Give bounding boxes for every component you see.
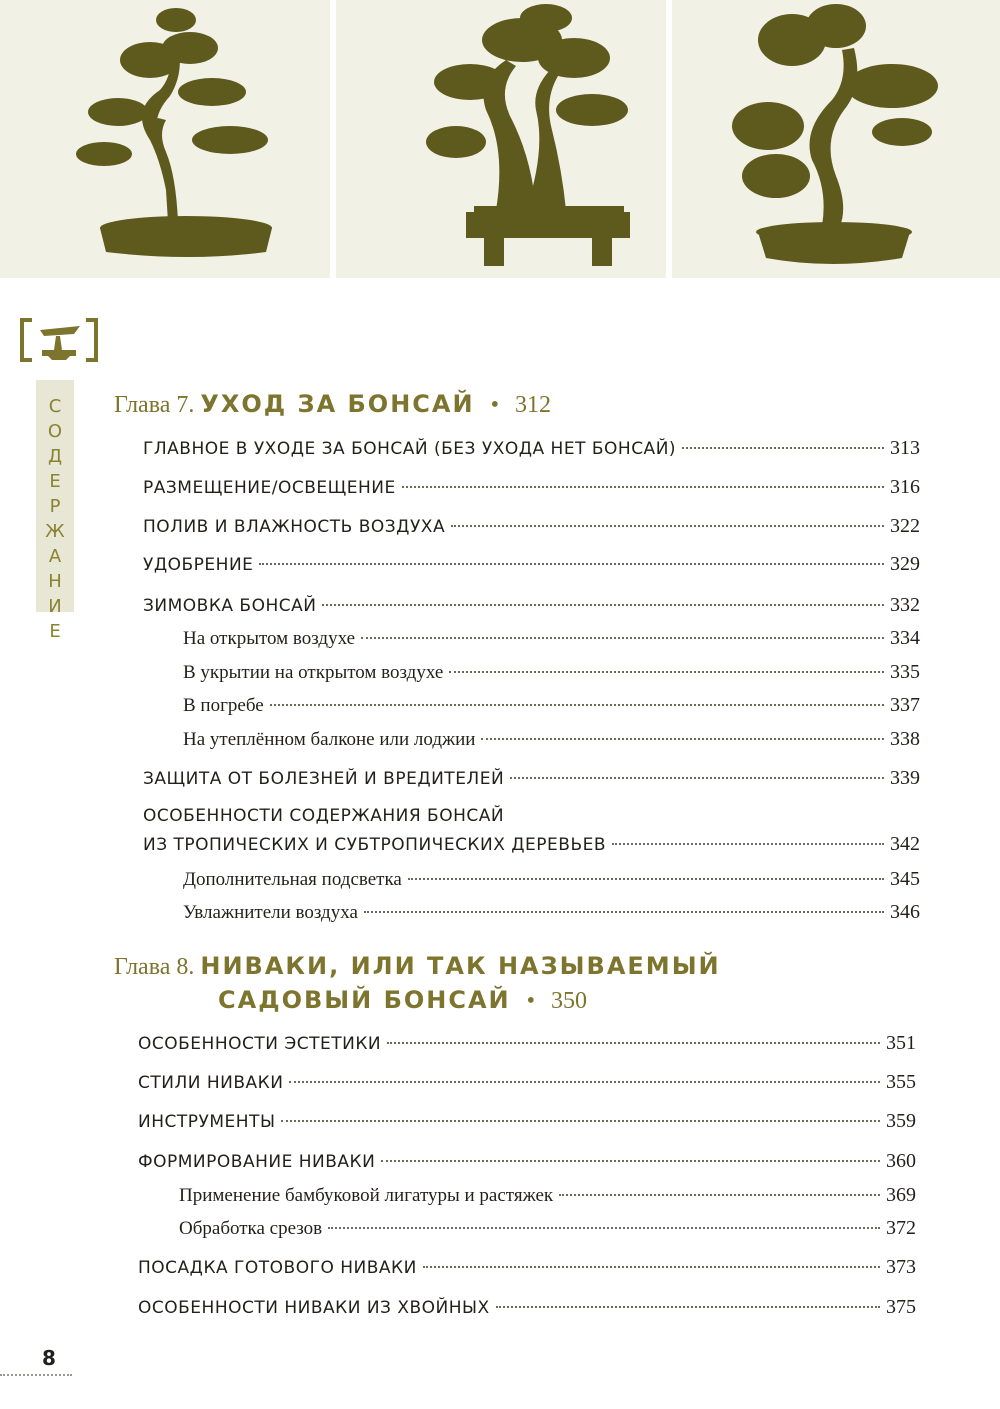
toc-entry-page: 359 <box>886 1110 916 1132</box>
toc-leader <box>510 777 884 779</box>
toc-entry[interactable] <box>138 1254 916 1281</box>
chapter-page: 350 <box>551 988 588 1014</box>
toc-entry-page: 332 <box>890 594 920 616</box>
toc-entry-page: 334 <box>890 627 920 649</box>
toc-entry-page: 337 <box>890 694 920 716</box>
side-tab-letter: И <box>48 596 62 617</box>
toc-leader <box>451 525 884 527</box>
toc-entry[interactable] <box>143 592 920 619</box>
toc-entry-page: 373 <box>886 1256 916 1278</box>
toc-leader <box>423 1266 880 1268</box>
side-tab-letter: А <box>48 546 62 567</box>
toc-entry-title: В укрытии на открытом воздухе <box>183 662 444 683</box>
toc-leader <box>361 637 884 639</box>
toc-subentry[interactable] <box>179 1182 916 1209</box>
toc-entry-title: ИЗ ТРОПИЧЕСКИХ И СУБТРОПИЧЕСКИХ ДЕРЕВЬЕВ <box>143 835 607 855</box>
toc-entry-title: Дополнительная подсветка <box>183 869 402 890</box>
bonsai-illustration-left <box>0 0 330 278</box>
toc-leader <box>270 704 884 706</box>
toc-entry-page: 342 <box>890 833 920 855</box>
toc-entry-title: ОСОБЕННОСТИ ЭСТЕТИКИ <box>138 1034 382 1054</box>
side-tab-letter: Е <box>49 471 61 492</box>
chapter-title: НИВАКИ, ИЛИ ТАК НАЗЫВАЕМЫЙ <box>200 952 721 980</box>
toc-subentry[interactable] <box>183 625 920 652</box>
toc-leader <box>328 1227 880 1229</box>
toc-leader <box>381 1160 880 1162</box>
side-tab-letter: Е <box>49 621 61 642</box>
toc-entry[interactable] <box>138 1069 916 1096</box>
toc-entry[interactable] <box>138 1030 916 1057</box>
toc-subentry[interactable] <box>183 866 920 893</box>
toc-leader <box>402 486 884 488</box>
toc-entry-title: ЗИМОВКА БОНСАЙ <box>143 596 317 616</box>
chapter-dot: • <box>526 988 536 1014</box>
toc-entry-title-line1: ОСОБЕННОСТИ СОДЕРЖАНИЯ БОНСАЙ <box>143 806 505 826</box>
toc-entry-title: СТИЛИ НИВАКИ <box>138 1073 284 1093</box>
toc-leader <box>322 604 884 606</box>
bonsai-illustration-center <box>336 0 666 278</box>
toc-leader <box>387 1042 880 1044</box>
side-tab-letter: О <box>47 421 63 442</box>
toc-entry-page: 369 <box>886 1184 916 1206</box>
toc-entry-page: 339 <box>890 767 920 789</box>
toc-entry-page: 329 <box>890 553 920 575</box>
toc-entry[interactable] <box>143 765 920 792</box>
toc-entry-title: РАЗМЕЩЕНИЕ/ОСВЕЩЕНИЕ <box>143 478 396 498</box>
toc-entry[interactable] <box>143 831 920 858</box>
toc-entry-title: Увлажнители воздуха <box>183 902 358 923</box>
toc-leader <box>496 1306 880 1308</box>
toc-entry[interactable] <box>138 1148 916 1175</box>
toc-leader <box>408 878 884 880</box>
bonsai-logo-icon <box>18 316 100 364</box>
toc-entry-title: Обработка срезов <box>179 1218 323 1239</box>
toc-entry[interactable] <box>143 435 920 462</box>
side-tab-letter: Р <box>49 496 61 517</box>
toc-entry-page: 351 <box>886 1032 916 1054</box>
chapter-page: 312 <box>514 392 551 418</box>
toc-entry-title: ФОРМИРОВАНИЕ НИВАКИ <box>138 1152 376 1172</box>
bonsai-tree-icon <box>0 0 330 278</box>
toc-entry-page: 372 <box>886 1217 916 1239</box>
side-tab-letter: Ж <box>45 521 65 542</box>
toc-entry-page: 322 <box>890 515 920 537</box>
bonsai-tree-icon <box>336 0 666 278</box>
toc-entry[interactable] <box>143 551 920 578</box>
toc-leader <box>682 447 884 449</box>
toc-leader <box>449 671 884 673</box>
chapter-title: САДОВЫЙ БОНСАЙ <box>218 986 511 1014</box>
toc-entry[interactable] <box>138 1294 916 1321</box>
toc-entry-title: ИНСТРУМЕНТЫ <box>138 1112 276 1132</box>
toc-entry[interactable] <box>138 1108 916 1135</box>
toc-entry-title: ЗАЩИТА ОТ БОЛЕЗНЕЙ И ВРЕДИТЕЛЕЙ <box>143 769 505 789</box>
toc-entry-page: 335 <box>890 661 920 683</box>
chapter-prefix: Глава 8. <box>114 954 195 980</box>
toc-entry-page: 313 <box>890 437 920 459</box>
toc-entry-title: ПОСАДКА ГОТОВОГО НИВАКИ <box>138 1258 417 1278</box>
toc-entry-page: 345 <box>890 868 920 890</box>
toc-entry[interactable] <box>143 474 920 501</box>
toc-subentry[interactable] <box>183 692 920 719</box>
toc-leader <box>559 1194 880 1196</box>
toc-entry-page: 346 <box>890 901 920 923</box>
toc-entry-title: ОСОБЕННОСТИ НИВАКИ ИЗ ХВОЙНЫХ <box>138 1298 490 1318</box>
toc-leader <box>364 911 884 913</box>
bonsai-tree-icon <box>672 0 1000 278</box>
bonsai-illustration-right <box>672 0 1000 278</box>
toc-entry-title: В погребе <box>183 695 264 716</box>
toc-subentry[interactable] <box>183 899 920 926</box>
toc-entry-title: На утеплённом балконе или лоджии <box>183 729 476 750</box>
chapter-title: УХОД ЗА БОНСАЙ <box>200 390 475 418</box>
toc-entry-page: 355 <box>886 1071 916 1093</box>
toc-entry-title: УДОБРЕНИЕ <box>143 555 254 575</box>
chapter-dot: • <box>490 392 499 418</box>
toc-entry-title: ПОЛИВ И ВЛАЖНОСТЬ ВОЗДУХА <box>143 517 446 537</box>
side-tab-letter: С <box>48 396 62 417</box>
toc-subentry[interactable] <box>179 1215 916 1242</box>
toc-subentry[interactable] <box>183 659 920 686</box>
toc-entry-page: 375 <box>886 1296 916 1318</box>
toc-subentry[interactable] <box>183 726 920 753</box>
toc-entry-page: 316 <box>890 476 920 498</box>
toc-entry-page: 338 <box>890 728 920 750</box>
side-tab-letter: Н <box>48 571 62 592</box>
header-banner <box>0 0 1000 278</box>
toc-entry-title: ГЛАВНОЕ В УХОДЕ ЗА БОНСАЙ (БЕЗ УХОДА НЕТ БОНСАЙ) <box>143 439 677 459</box>
toc-leader <box>259 563 884 565</box>
toc-leader <box>281 1120 880 1122</box>
toc-entry-page: 360 <box>886 1150 916 1172</box>
toc-leader <box>481 738 884 740</box>
side-tab <box>36 380 74 642</box>
page-number-rule <box>0 1374 72 1376</box>
page-number: 8 <box>42 1346 56 1370</box>
chapter-8-heading-line2 <box>218 985 587 1016</box>
toc-entry-title: Применение бамбуковой лигатуры и растяжек <box>179 1185 554 1206</box>
side-tab-label <box>36 394 74 644</box>
chapter-prefix: Глава 7. <box>114 392 195 418</box>
chapter-7-heading <box>114 389 551 420</box>
toc-leader <box>612 843 884 845</box>
toc-entry[interactable] <box>143 513 920 540</box>
toc-entry-title: На открытом воздухе <box>183 628 356 649</box>
chapter-8-heading <box>114 951 721 982</box>
toc-leader <box>289 1081 880 1083</box>
side-tab-letter: Д <box>47 446 63 467</box>
